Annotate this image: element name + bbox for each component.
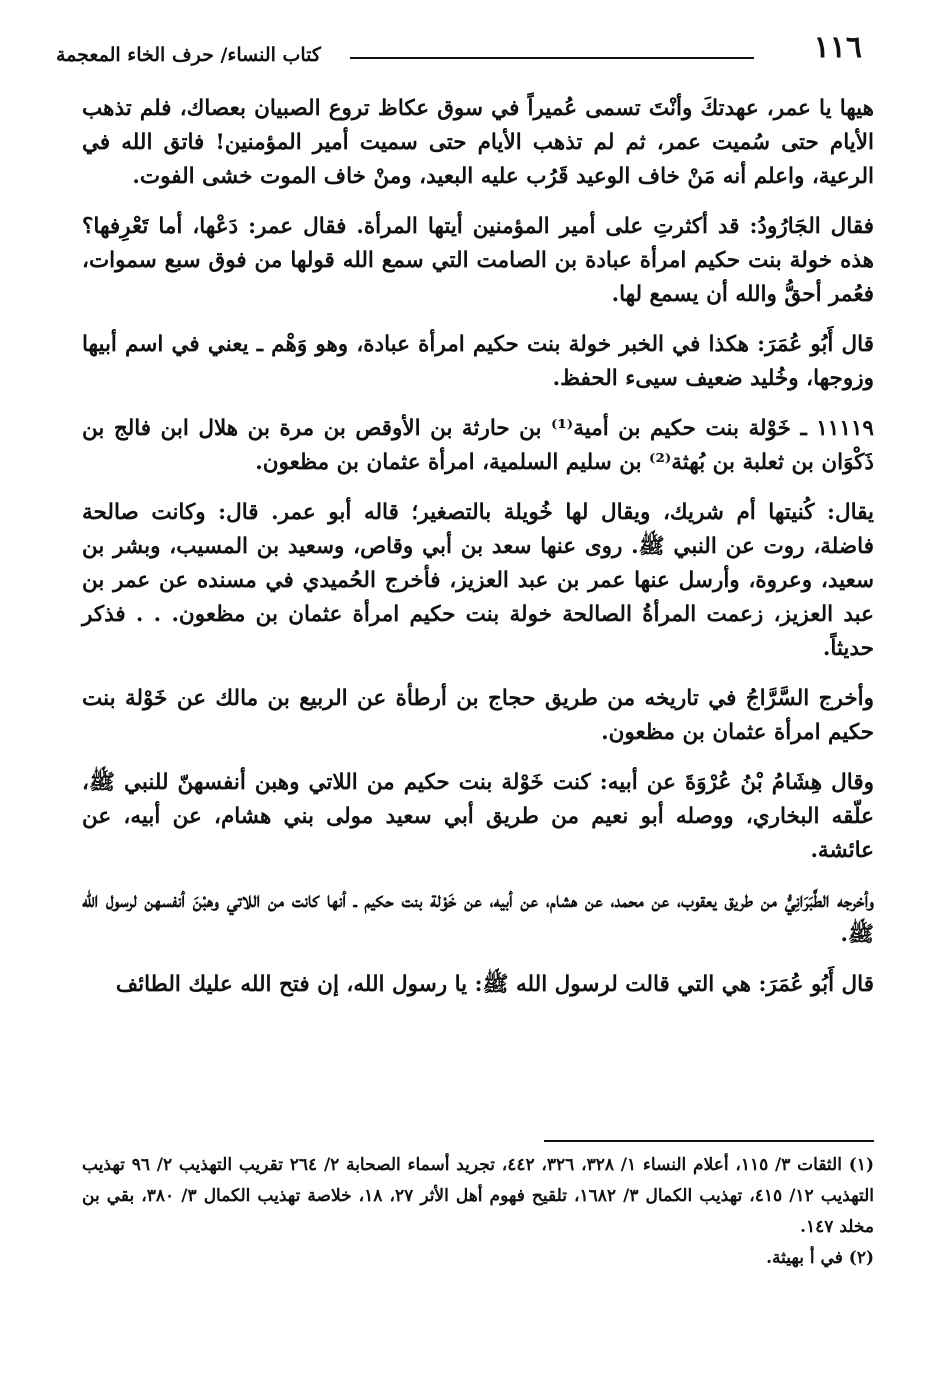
page-header <box>56 30 862 74</box>
paragraph: وقال هِشَامُ بْنُ عُرْوَةَ عن أبيه: كنت خَوْلة بنت حكيم من اللاتي وهبن أنفسهنّ للنبي ﷺ، علّقه البخاري، ووصله أبو نعيم من طريق أبي سعيد مولى بني هشام، عن أبيه، عن عائشة. <box>82 770 874 863</box>
paragraph: وأخرج السَّرَّاجُ في تاريخه من طريق حجاج بن أرطأة عن الربيع بن مالك عن خَوْلة بنت حكيم امرأة عثمان بن مظعون. <box>82 686 874 745</box>
footnotes <box>82 1150 874 1274</box>
header-rule <box>350 57 754 59</box>
page-number: ١١٦ <box>813 30 862 65</box>
entry-paragraph: ١١١١٩ ـ خَوْلة بنت حكيم بن أمية⁽¹⁾ بن حارثة بن الأوقص بن مرة بن هلال ابن فالج بن ذَكْوَان بن ثعلبة بن بُهثة⁽²⁾ بن سليم السلمية، امرأة عثمان بن مظعون. <box>82 416 874 475</box>
footnote-rule <box>544 1140 874 1142</box>
paragraph: يقال: كُنيتها أم شريك، ويقال لها خُويلة بالتصغير؛ قاله أبو عمر. قال: وكانت صالحة فاضلة، روت عن النبي ﷺ. روى عنها سعد بن أبي وقاص، وسعيد بن المسيب، وبشر بن سعيد، وعروة، وأرسل عنها عمر بن عبد العزيز، فأخرج الحُميدي في مسنده عن عمر بن عبد العزيز، زعمت المرأةُ الصالحة خولة بنت حكيم امرأة عثمان بن مظعون. . . فذكر حديثاً. <box>82 500 874 661</box>
main-text <box>82 92 874 1018</box>
running-title: كتاب النساء/ حرف الخاء المعجمة <box>56 44 321 66</box>
paragraph: قال أَبُو عُمَرَ: هكذا في الخبر خولة بنت حكيم امرأة عبادة، وهو وَهْم ـ يعني في اسم أبيها وزوجها، وخُليد ضعيف سيىء الحفظ. <box>82 332 874 391</box>
paragraph: فقال الجَارُودُ: قد أكثرتِ على أمير المؤمنين أيتها المرأة. فقال عمر: دَعْها، أما تَعْرِفها؟ هذه خولة بنت حكيم امرأة عبادة بن الصامت التي سمع الله قولها من فوق سبع سموات، فعُمر أحقُّ والله أن يسمع لها. <box>82 214 875 307</box>
footnote: (٢) في أ بهيثة. <box>766 1248 874 1268</box>
paragraph: هيها يا عمر، عهدتكَ وأنْتَ تسمى عُميراً في سوق عكاظ تروع الصبيان بعصاك، فلم تذهب الأيام حتى سُميت عمر، ثم لم تذهب الأيام حتى سميت أمير المؤمنين! فاتق الله في الرعية، واعلم أنه مَنْ خاف الوعيد قَرُب عليه البعيد، ومنْ خاف الموت خشى الفوت. <box>82 96 874 189</box>
footnote: (١) الثقات ٣/ ١١٥، أعلام النساء ١/ ٣٢٨، ٣٢٦، ٤٤٢، تجريد أسماء الصحابة ٢/ ٢٦٤ تقريب التهذيب ٢/ ٩٦ تهذيب التهذيب ١٢/ ٤١٥، تهذيب الكمال ٣/ ١٦٨٢، تلقيح فهوم أهل الأثر ٢٧، ١٨، خلاصة تهذيب الكمال ٣/ ٣٨٠، بقي بن مخلد ١٤٧. <box>82 1155 874 1237</box>
paragraph: قال أَبُو عُمَرَ: هي التي قالت لرسول الله ﷺ: يا رسول الله، إن فتح الله عليك الطائف <box>115 972 874 997</box>
paragraph: وأخرجه الطَّبَرَانِيُّ من طريق يعقوب، عن محمد، عن هشام، عن أبيه، عن خَوْلة بنت حكيم ـ أنها كانت من اللاتي وهبْنَ أنفسهن لرسول الله ﷺ. <box>82 888 874 947</box>
